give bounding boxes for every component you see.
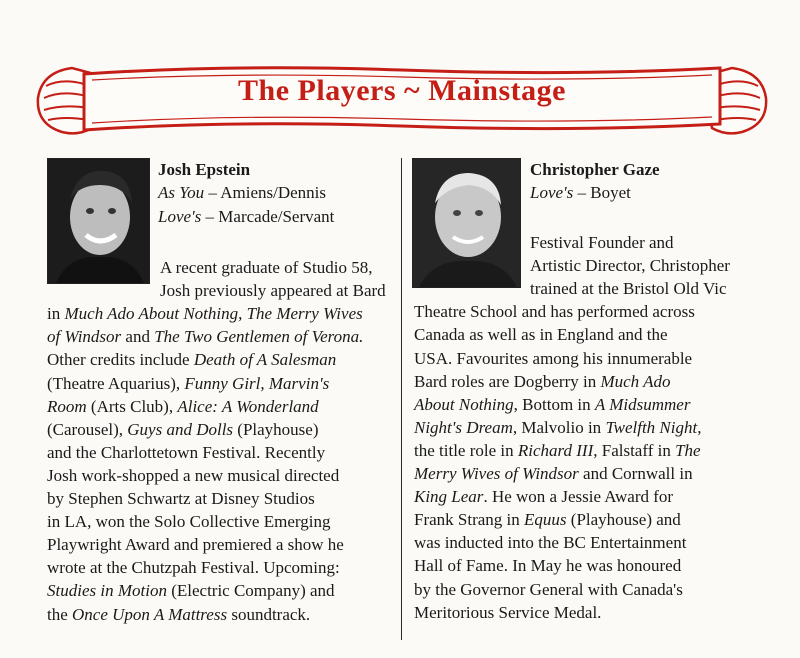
title-banner bbox=[32, 58, 772, 144]
bio-line: Studies in Motion (Electric Company) and bbox=[47, 581, 335, 601]
bio-line: Artistic Director, Christopher bbox=[530, 256, 730, 276]
bio-line: of Windsor and The Two Gentlemen of Verona. bbox=[47, 327, 364, 347]
bio-line: Josh previously appeared at Bard bbox=[160, 281, 386, 301]
bio-line: A recent graduate of Studio 58, bbox=[160, 258, 373, 277]
bio-line: the Once Upon A Mattress soundtrack. bbox=[47, 604, 311, 624]
bio-line: the title role in Richard III, Falstaff in The bbox=[414, 440, 701, 460]
bio-line: was inducted into the BC Entertainment bbox=[414, 533, 687, 553]
bio-line: Night's Dream, Malvolio in Twelfth Night, bbox=[414, 417, 702, 437]
bio-line: wrote at the Chutzpah Festival. Upcoming: bbox=[47, 558, 340, 578]
player-role-line: Love's – Boyet bbox=[530, 183, 631, 202]
bio-line: Festival Founder and bbox=[530, 233, 674, 252]
player-name-christopher-gaze: Christopher Gaze bbox=[530, 160, 660, 179]
player-role-line: As You – Amiens/Dennis bbox=[158, 183, 326, 202]
bio-line: Other credits include Death of A Salesman bbox=[47, 350, 337, 370]
bio-line: trained at the Bristol Old Vic bbox=[530, 279, 727, 299]
bio-line: Josh work-shopped a new musical directed bbox=[47, 465, 340, 485]
bio-line: Canada as well as in England and the bbox=[414, 325, 668, 345]
bio-line: by the Governor General with Canada's bbox=[414, 579, 683, 599]
page-title: The Players ~ Mainstage bbox=[238, 74, 566, 107]
player-role-line: Love's – Marcade/Servant bbox=[158, 207, 335, 226]
player-photo-josh-epstein bbox=[47, 158, 150, 284]
bio-line: Room (Arts Club), Alice: A Wonderland bbox=[47, 396, 319, 416]
bio-line: Merry Wives of Windsor and Cornwall in bbox=[414, 464, 693, 483]
bio-line: (Theatre Aquarius), Funny Girl, Marvin's bbox=[47, 373, 330, 393]
bio-line: Frank Strang in Equus (Playhouse) and bbox=[414, 510, 681, 530]
bio-line: USA. Favourites among his innumerable bbox=[414, 348, 693, 368]
bio-line: Meritorious Service Medal. bbox=[414, 602, 602, 622]
column-divider bbox=[401, 158, 402, 640]
bio-line: Hall of Fame. In May he was honoured bbox=[414, 556, 682, 576]
bio-line: in Much Ado About Nothing, The Merry Wives bbox=[47, 304, 363, 324]
bio-line: Playwright Award and premiered a show he bbox=[47, 535, 344, 555]
bio-line: in LA, won the Solo Collective Emerging bbox=[47, 512, 331, 532]
bio-line: Bard roles are Dogberry in Much Ado bbox=[414, 371, 671, 391]
player-photo-christopher-gaze bbox=[412, 158, 521, 288]
bio-line: (Carousel), Guys and Dolls (Playhouse) bbox=[47, 419, 319, 439]
bio-line: Theatre School and has performed across bbox=[414, 302, 695, 322]
bio-line: by Stephen Schwartz at Disney Studios bbox=[47, 489, 315, 508]
bio-line: King Lear. He won a Jessie Award for bbox=[414, 487, 674, 507]
bio-line: About Nothing, Bottom in A Midsummer bbox=[414, 394, 691, 414]
player-name-josh-epstein: Josh Epstein bbox=[158, 160, 251, 179]
bio-line: and the Charlottetown Festival. Recently bbox=[47, 442, 326, 462]
